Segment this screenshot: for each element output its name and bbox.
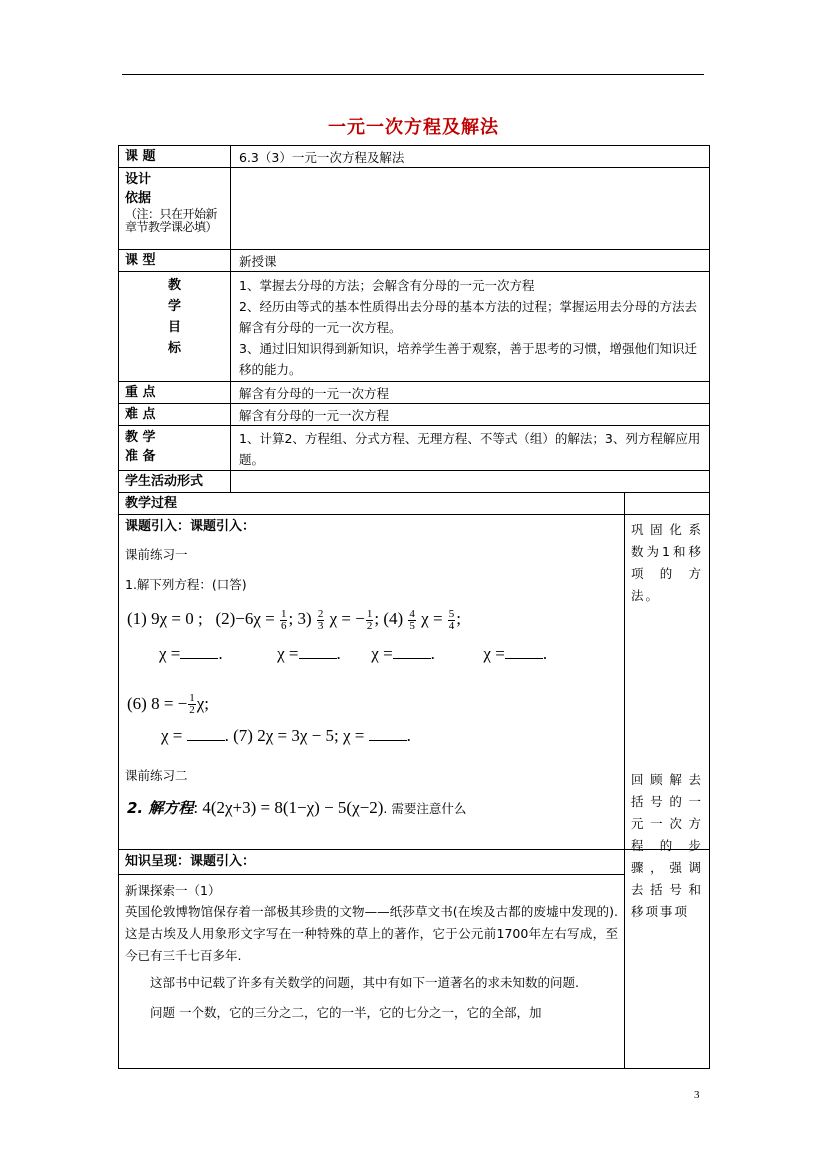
row-key [119,382,709,404]
row-objectives [119,272,709,382]
row-topic [119,146,709,168]
key-label: 重 点 [119,382,231,403]
design-value [231,168,709,249]
row-knowledge [119,850,709,1068]
answer-blank[interactable] [369,726,407,741]
equation-6-prefix: (6) 8 = − [127,693,188,713]
row-type [119,250,709,272]
explore-title: 新课探索一（1） [125,883,221,898]
answer-dot: . [542,643,548,663]
denominator: 6 [280,619,287,632]
equation-2-prefix: (2)−6χ = [215,609,275,628]
equation-4-end: ; [456,609,462,628]
numerator: 1 [366,607,373,620]
knowledge-side-notes [625,850,709,1068]
fraction [317,609,325,632]
practice1-question: 1.解下列方程：(口答) [125,577,247,592]
paragraph-3: 问题 一个数，它的三分之二，它的一半，它的七分之一，它的全部，加 [150,1005,542,1020]
side-note-1: 巩固化系数为1和移项的方法。 [631,522,703,603]
row-process-header [119,493,709,515]
numerator: 2 [317,607,324,620]
activity-label: 学生活动形式 [119,471,231,492]
knowledge-heading: 知识呈现：课题引入： [119,850,624,875]
knowledge-main [119,850,625,1068]
lesson-plan-table [118,145,710,1069]
activity-value [231,471,709,492]
prep-label-line2: 准 备 [125,449,156,464]
design-label-line1: 设计 [125,172,152,187]
objectives-value [231,272,709,381]
objectives-label-char: 教 [167,278,181,293]
answer-label: χ = [277,643,299,663]
type-value: 新授课 [239,254,277,269]
prep-label [119,426,231,470]
difficulty-value: 解含有分母的一元一次方程 [239,408,390,423]
answer-label: χ = [161,726,183,746]
design-note: （注：只在开始新章节教学课必填） [125,207,218,234]
equation-line-1 [119,607,624,632]
answer-line-1 [119,642,624,666]
objectives-label-char: 学 [167,299,181,314]
key-value: 解含有分母的一元一次方程 [239,386,390,401]
fraction [448,609,456,632]
answer-blank[interactable] [299,644,337,659]
numerator: 1 [280,607,287,620]
objectives-label [119,272,231,381]
side-note-2: 回顾解去括号的一元一次方程的步骤，强调去括号和移项事项 [631,772,703,919]
practice2-tail: . 需要注意什么 [383,801,467,817]
equation-4-prefix: ; (4) [374,609,404,628]
answer-dot: . [406,726,411,746]
type-label: 课 型 [119,250,231,271]
prep-label-line1: 教 学 [125,430,156,445]
answer-label: χ = [371,643,393,663]
numerator: 4 [409,607,415,620]
topic-label: 课 题 [119,146,231,167]
answer-dot: . [430,643,435,663]
answer-blank[interactable] [180,644,218,659]
process-label: 教学过程 [119,493,625,514]
practice2-title: 课前练习二 [125,768,188,784]
answer-label: χ = [483,643,505,663]
objective-item: 1、掌握去分母的方法；会解含有分母的一元一次方程 [239,278,535,293]
topic-value: 6.3（3）一元一次方程及解法 [239,150,405,165]
objective-item: 2、经历由等式的基本性质得出去分母的基本方法的过程；掌握运用去分母的方法去解含有分母的一元一次方程。 [239,299,697,335]
intro-main [119,515,625,849]
answer-label: χ = [159,643,181,663]
answer-blank[interactable] [505,644,543,659]
paragraph-2: 这部书中记载了许多有关数学的问题，其中有如下一道著名的求未知数的问题. [150,975,579,990]
intro-side-notes [625,515,709,919]
process-side-header [625,493,709,514]
practice2-label: 2. 解方程 [127,799,194,818]
denominator: 4 [448,619,455,632]
objectives-label-char: 目 [167,320,181,335]
denominator: 5 [409,619,415,632]
answer-line-2 [119,724,624,748]
fraction [366,609,374,632]
equation-line-2 [119,692,624,717]
practice2-equation [119,796,624,821]
denominator: 2 [189,704,195,717]
prep-value: 1、计算2、方程组、分式方程、无理方程、不等式（组）的解法；3、列方程解应用题。 [239,431,701,467]
row-prep [119,426,709,471]
answer-blank[interactable] [393,644,431,659]
fraction [188,693,196,716]
intro-heading: 课题引入：课题引入： [125,519,256,534]
answer-blank[interactable] [187,726,225,741]
denominator: 3 [317,619,324,632]
answer-dot: . [218,643,223,663]
equation-7: . (7) 2χ = 3χ − 5; χ = [224,726,365,746]
design-label-line2: 依据 [125,191,152,206]
equation-1: (1) 9χ = 0 ; [127,609,203,628]
row-design [119,168,709,250]
practice2-eq: : 4(2χ+3) = 8(1−χ) − 5(χ−2) [193,798,384,818]
page-title: 一元一次方程及解法 [328,117,499,138]
paragraph-1: 英国伦敦博物馆保存着一部极其珍贵的文物——纸莎草文书(在埃及古都的废墟中发现的). 这是古埃及人用象形文字写在一种特殊的草上的著作，它于公元前1700年左右写成，至今已有三千七百多年. [125,904,618,963]
equation-6-end: χ; [196,693,210,713]
denominator: 2 [366,619,373,632]
row-difficulty [119,404,709,426]
equation-3-prefix: ; 3) [288,609,312,628]
practice1-title: 课前练习一 [125,547,188,562]
design-label [119,168,231,249]
objective-item: 3、通过旧知识得到新知识，培养学生善于观察，善于思考的习惯，增强他们知识迁移的能力。 [239,341,697,377]
fraction [408,609,416,632]
objectives-label-char: 标 [167,341,181,356]
header-rule [122,74,704,75]
answer-dot: . [336,643,341,663]
page-number: 3 [694,1089,700,1101]
numerator: 1 [189,692,195,705]
equation-3-mid: χ = − [329,609,365,628]
numerator: 5 [448,607,455,620]
difficulty-label: 难 点 [119,404,231,425]
fraction [280,609,288,632]
row-activity [119,471,709,493]
equation-4-mid: χ = [421,609,443,628]
